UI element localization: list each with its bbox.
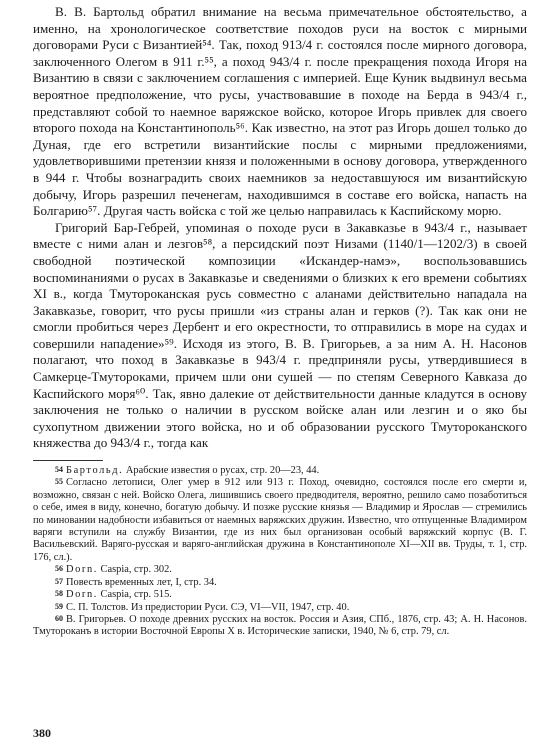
footnote-mark: 56 xyxy=(55,564,63,574)
footnote-author: Бартольд. xyxy=(66,465,124,477)
footnote xyxy=(33,589,527,601)
footnote-text: Повесть временных лет, I, стр. 34. xyxy=(66,576,217,588)
footnote-mark: 58 xyxy=(55,589,63,599)
footnotes xyxy=(33,465,527,639)
footnote xyxy=(33,477,527,564)
footnote-mark: 55 xyxy=(55,477,63,487)
footnote-text: Согласно летописи, Олег умер в 912 или 913 г. Поход, очевидно, состоялся после его смерти и, возможно, связан с ней. Войско Олега, лишившись своего предводителя, вероятно, решило само позаботиться о себе, имея в виду, конечно, богатую добычу. И позже русские князья — Владимир и Ярослав — стремились по миновании надобности избавиться от наемных варяжских дружин. Известно, что отпущенные Владимиром варяги вступили на службу Византии, где из них был организован особый варяжский корпус (В. Г. Васильевский. Варяго-русская и варяго-английская дружина в Константинополе XI—XII вв. Труды, т. 1, стр. 176, сл.). xyxy=(33,477,527,563)
footnote-mark: 57 xyxy=(55,576,63,586)
footnote-author: Dorn. xyxy=(66,589,98,601)
footnote-separator xyxy=(33,460,103,461)
footnote-text: Арабские известия о русах, стр. 20—23, 44. xyxy=(123,465,320,477)
footnote-text: С. П. Толстов. Из предистории Руси. СЭ, VI—VII, 1947, стр. 40. xyxy=(66,601,350,613)
footnote xyxy=(33,465,527,477)
footnote-author: Dorn. xyxy=(66,564,98,576)
paragraph: В. В. Бартольд обратил внимание на весьма примечательное обстоятельство, а именно, на хронологическое соответствие походов руси на восток с мирными договорами Руси с Византией⁵⁴. Так, поход 913/4 г. состоялся после мирного договора, заключенного Олегом в 911 г.⁵⁵, а поход 943/4 г. после прекращения похода Игоря на Византию в связи с заключением соглашения с империей. Еще Куник выдвинул весьма вероятное предположение, что русы, участвовавшие в походе на Берда в 943/4 г., представляют собой то наемное варяжское войско, которое Игорь привлек для своего второго похода на Константинополь⁵⁶. Как известно, на этот раз Игорь дошел только до Дуная, где его встретили византийские послы с мирными предложениями, удовлетворившими претензии князя и положенными в основу договора, утвержденного в 944 г. Чтобы вознаградить своих наемников за недоставшуюся им византийскую добычу, Игорь разрешил печенегам, находившимся в составе его войска, напасть на Болгарию⁵⁷. Другая часть войска с той же целью направилась к Каспийскому морю. xyxy=(33,4,527,219)
footnote-mark: 59 xyxy=(55,601,63,611)
footnote xyxy=(33,602,527,614)
footnote-mark: 54 xyxy=(55,465,63,475)
page-content xyxy=(33,4,527,639)
main-text xyxy=(33,4,527,452)
paragraph: Григорий Бар-Гебрей, упоминая о походе руси в Закавказье в 943/4 г., называет вместе с ними алан и лезгов⁵⁸, а персидский поэт Низами (1140/1—1202/3) в своей свободной поэтической композиции «Искандер-намэ», воспользовавшись воспоминаниями о русах в Закавказье и сведениями о близких к его времени событиях XI в., когда Тмутороканская русь совместно с аланами действительно нападала на Закавказье, говорит, что русы пришли «из страны алан и герков (?). Так как они не смогли пробиться через Дербент и его окрестности, то отправились в море на судах и совершили нападение»⁵⁹. Исходя из этого, В. В. Григорьев, а за ним А. Н. Насонов полагают, что поход в Закавказье в 943/4 г. предприняли русы, утвердившиеся в Самкерце-Тмутороками, причем шли они сушей — по степям Северного Кавказа до Каспийского моря⁶⁰. Так, явно далекие от действительности данные кладутся в основу заключения не только о наличии в русском войске алан или лезгин и о яко бы сухопутном движении этого войска, но и об образовании русского Тмутороканского княжества до 943/4 г., тогда как xyxy=(33,219,527,451)
footnote xyxy=(33,614,527,639)
footnote-mark: 60 xyxy=(55,613,63,623)
footnote-text: Caspia, стр. 515. xyxy=(97,589,172,601)
page-number: 380 xyxy=(33,726,51,740)
footnote-text: В. Григорьев. О походе древних русских на восток. Россия и Азия, СПб., 1876, стр. 43; А. Н. Насонов. Тмутороканъ в истории Восточной Европы X в. Исторические записки, 1940, № 6, стр. 79, сл. xyxy=(33,613,527,638)
footnote-text: Caspia, стр. 302. xyxy=(97,564,172,576)
footnote xyxy=(33,564,527,576)
footnote xyxy=(33,577,527,589)
